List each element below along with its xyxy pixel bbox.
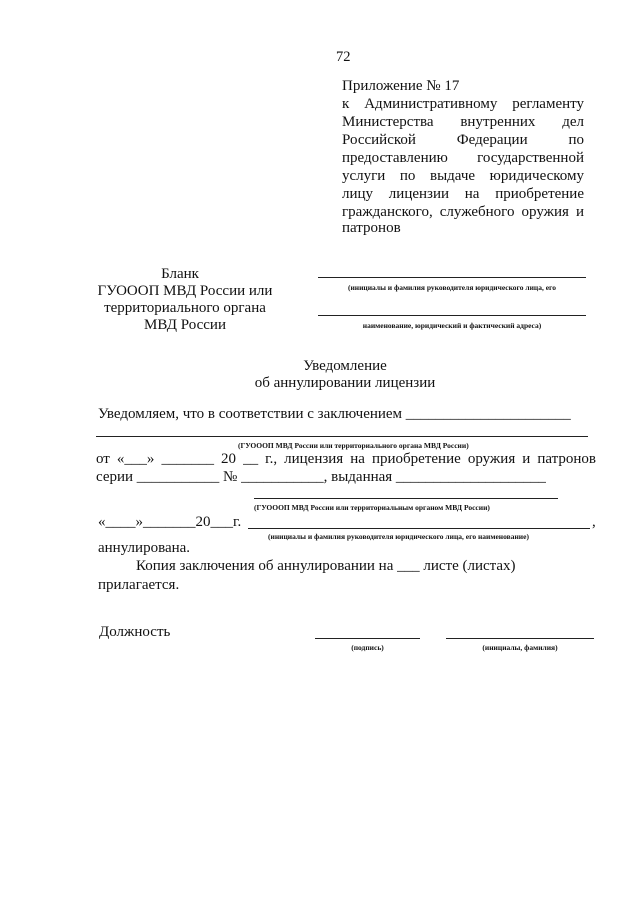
- recipient-line: [318, 277, 586, 278]
- body-line-7: прилагается.: [98, 577, 180, 593]
- appendix-line: Министерства внутренних дел: [342, 114, 584, 130]
- body-line-5: аннулирована.: [98, 540, 191, 556]
- body-line-2: от «___» _______ 20 __ г., лицензия на приобретение оружия и патронов: [96, 451, 596, 467]
- body-fill-line: [248, 528, 590, 529]
- body-caption-3: (инициалы и фамилия руководителя юридического лица, его наименование): [268, 532, 529, 541]
- signature-line: [315, 638, 420, 639]
- recipient-line: [318, 315, 586, 316]
- recipient-caption: наименование, юридический и фактический адреса): [362, 321, 542, 330]
- appendix-line: Российской Федерации по: [342, 132, 584, 148]
- appendix-line: к Административному регламенту: [342, 96, 584, 112]
- name-caption: (инициалы, фамилия): [482, 643, 558, 652]
- body-fill-line: [254, 498, 558, 499]
- body-caption-1: (ГУОООП МВД России или территориального органа МВД России): [238, 441, 469, 450]
- body-caption-2: (ГУОООП МВД России или территориальным органом МВД России): [254, 503, 490, 512]
- notice-subheading: об аннулировании лицензии: [254, 375, 436, 391]
- position-label: Должность: [99, 624, 171, 640]
- form-issuer-line: Бланк: [161, 266, 199, 282]
- form-issuer-line: ГУОООП МВД России или: [97, 283, 273, 299]
- appendix-line: лицу лицензии на приобретение: [342, 186, 584, 202]
- body-line-4-date: «____»_______20___г.: [98, 514, 242, 530]
- appendix-line: патронов: [342, 220, 401, 236]
- recipient-caption: (инициалы и фамилия руководителя юридического лица, его: [347, 283, 557, 292]
- appendix-line: предоставлению государственной: [342, 150, 584, 166]
- notice-heading: Уведомление: [303, 358, 387, 374]
- appendix-title: Приложение № 17: [342, 78, 460, 94]
- appendix-line: гражданского, служебного оружия и: [342, 204, 584, 220]
- body-line-4-tail: ,: [592, 514, 596, 530]
- name-line: [446, 638, 594, 639]
- body-line-6: Копия заключения об аннулировании на ___ листе (листах): [136, 558, 516, 574]
- form-issuer-line: МВД России: [144, 317, 226, 333]
- appendix-line: услуги по выдаче юридическому: [342, 168, 584, 184]
- body-line-3: серии ___________ № ___________, выданная ____________________: [96, 469, 546, 485]
- body-line-1: Уведомляем, что в соответствии с заключением ______________________: [98, 406, 571, 422]
- form-issuer-line: территориального органа: [104, 300, 266, 316]
- page-number: 72: [336, 49, 351, 65]
- body-fill-line: [96, 436, 588, 437]
- signature-caption: (подпись): [351, 643, 384, 652]
